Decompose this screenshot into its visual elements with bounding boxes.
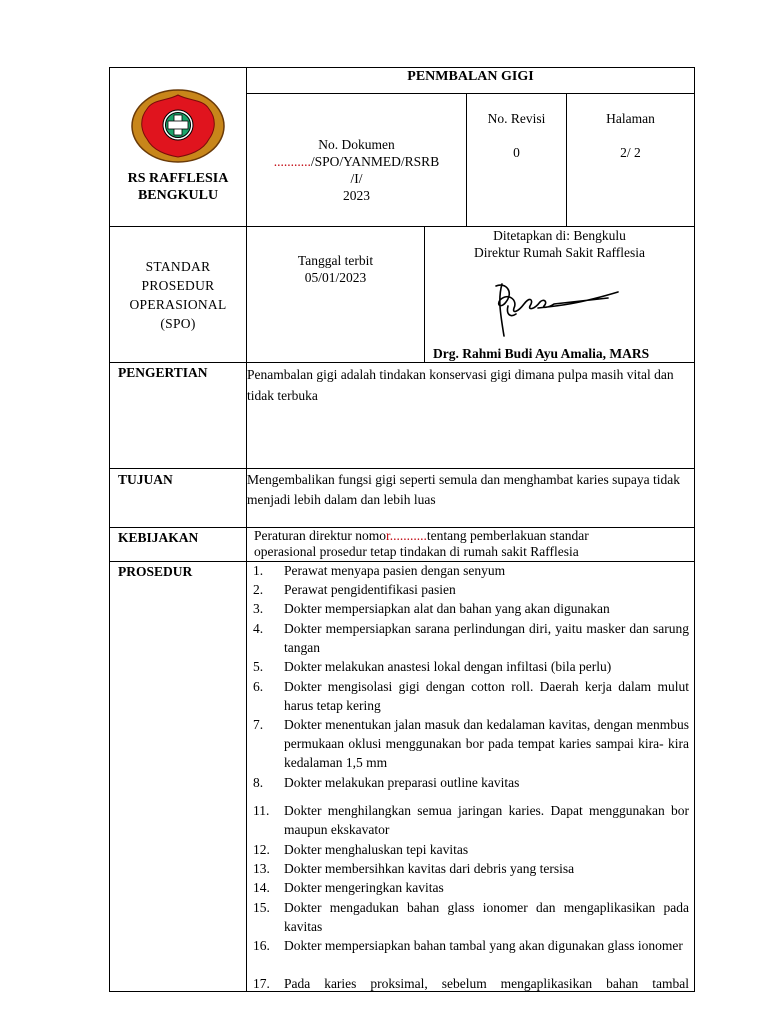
step-text: Dokter menentukan jalan masuk dan kedalaman kavitas, dengan menmbus permukaan oklusi menggunakan bor pada tempat karies sampai kira- kira kedalaman 1,5 mm <box>284 717 689 770</box>
step-text: Dokter melakukan preparasi outline kavitas <box>284 775 520 790</box>
revision-value: 0 <box>513 145 520 160</box>
section-label-prosedur: PROSEDUR <box>118 564 193 579</box>
step-number: 8. <box>253 775 264 790</box>
step-text: Dokter membersihkan kavitas dari debris yang tersisa <box>284 861 575 876</box>
section-label-tujuan: TUJUAN <box>118 472 173 487</box>
step-number: 1. <box>253 563 264 578</box>
doc-number-label: No. Dokumen <box>318 137 395 152</box>
kebijakan-line1 <box>254 528 690 544</box>
section-text-kebijakan <box>254 528 690 560</box>
issue-date-label: Tanggal terbit <box>297 253 374 268</box>
doc-number-code <box>247 153 466 170</box>
hospital-name-line2: BENGKULU <box>137 188 219 203</box>
document-number <box>247 136 466 204</box>
section-label-pengertian: PENGERTIAN <box>118 365 208 380</box>
step-number: 12. <box>253 842 270 857</box>
step-text: Dokter menghaluskan tepi kavitas <box>284 842 469 857</box>
kebijakan-pre: Peraturan direktur nomo <box>254 528 386 543</box>
approval-block <box>425 227 694 261</box>
section-text-pengertian: Penambalan gigi adalah tindakan konservasi gigi dimana pulpa masih vital dan tidak terbuka <box>247 367 674 403</box>
step-number: 14. <box>253 880 270 895</box>
step-number: 2. <box>253 582 264 597</box>
hospital-name-line1: RS RAFFLESIA <box>127 171 229 186</box>
step-number: 13. <box>253 861 270 876</box>
issue-date-block <box>247 252 424 286</box>
director-name: Drg. Rahmi Budi Ayu Amalia, MARS <box>433 346 650 361</box>
step-number: 6. <box>253 679 264 694</box>
step-text: Dokter menghilangkan semua jaringan karies. Dapat menggunakan bor maupun ekskavator <box>284 803 689 837</box>
doc-number-code2: /I/ <box>350 171 363 186</box>
revision-label: No. Revisi <box>487 111 546 126</box>
step-number: 17. <box>253 976 270 991</box>
step-text: Dokter melakukan anastesi lokal dengan infiltasi (bila perlu) <box>284 659 612 674</box>
step-number: 3. <box>253 601 264 616</box>
document-title: PENMBALAN GIGI <box>407 69 534 84</box>
step-text: Dokter mengeringkan kavitas <box>284 880 444 895</box>
step-number: 7. <box>253 717 264 732</box>
step-number: 4. <box>253 621 264 636</box>
step-text: Dokter mempersiapkan sarana perlindungan diri, yaitu masker dan sarung tangan <box>284 621 689 655</box>
step-text: Dokter mengisolasi gigi dengan cotton roll. Daerah kerja dalam mulut harus tetap kering <box>284 679 689 713</box>
doc-number-value: /SPO/YANMED/RSRB <box>310 154 440 169</box>
issue-date-value: 05/01/2023 <box>304 270 367 285</box>
director-signature <box>478 278 628 344</box>
hospital-name <box>110 170 246 204</box>
spo-line4: (SPO) <box>160 316 196 331</box>
step-text: Perawat pengidentifikasi pasien <box>284 582 456 597</box>
kebijakan-placeholder: r........... <box>385 528 427 543</box>
step-number: 16. <box>253 938 270 953</box>
section-label-kebijakan: KEBIJAKAN <box>118 530 199 545</box>
step-number: 15. <box>253 900 270 915</box>
section-text-tujuan: Mengembalikan fungsi gigi seperti semula dan menghambat karies supaya tidak menjadi lebih dalam dan lebih luas <box>247 472 681 507</box>
spo-line1: STANDAR <box>145 259 211 274</box>
step-text: Dokter mempersiapkan alat dan bahan yang akan digunakan <box>284 601 610 616</box>
step-text: Perawat menyapa pasien dengan senyum <box>284 563 506 578</box>
kebijakan-line2: operasional prosedur tetap tindakan di rumah sakit Rafflesia <box>254 544 579 559</box>
director-title: Direktur Rumah Sakit Rafflesia <box>473 245 646 260</box>
spo-label <box>110 257 246 333</box>
page-value: 2/ 2 <box>620 145 641 160</box>
page-label: Halaman <box>606 111 655 126</box>
kebijakan-post: tentang pemberlakuan standar <box>426 528 589 543</box>
spo-line3: OPERASIONAL <box>129 297 227 312</box>
step-text: Dokter mempersiapkan bahan tambal yang akan digunakan glass ionomer <box>284 938 683 953</box>
approval-place: Ditetapkan di: Bengkulu <box>493 228 626 243</box>
doc-number-placeholder: ........... <box>273 154 311 169</box>
step-number: 5. <box>253 659 264 674</box>
logo-emblem-icon <box>131 89 225 163</box>
doc-number-year: 2023 <box>343 188 370 203</box>
step-number: 11. <box>253 803 270 818</box>
hospital-logo <box>131 89 225 163</box>
spo-line2: PROSEDUR <box>141 278 215 293</box>
step-text: Dokter mengadukan bahan glass ionomer dan mengaplikasikan pada kavitas <box>284 900 689 934</box>
step-text: Pada karies proksimal, sebelum mengaplikasikan bahan tambal <box>284 976 689 991</box>
